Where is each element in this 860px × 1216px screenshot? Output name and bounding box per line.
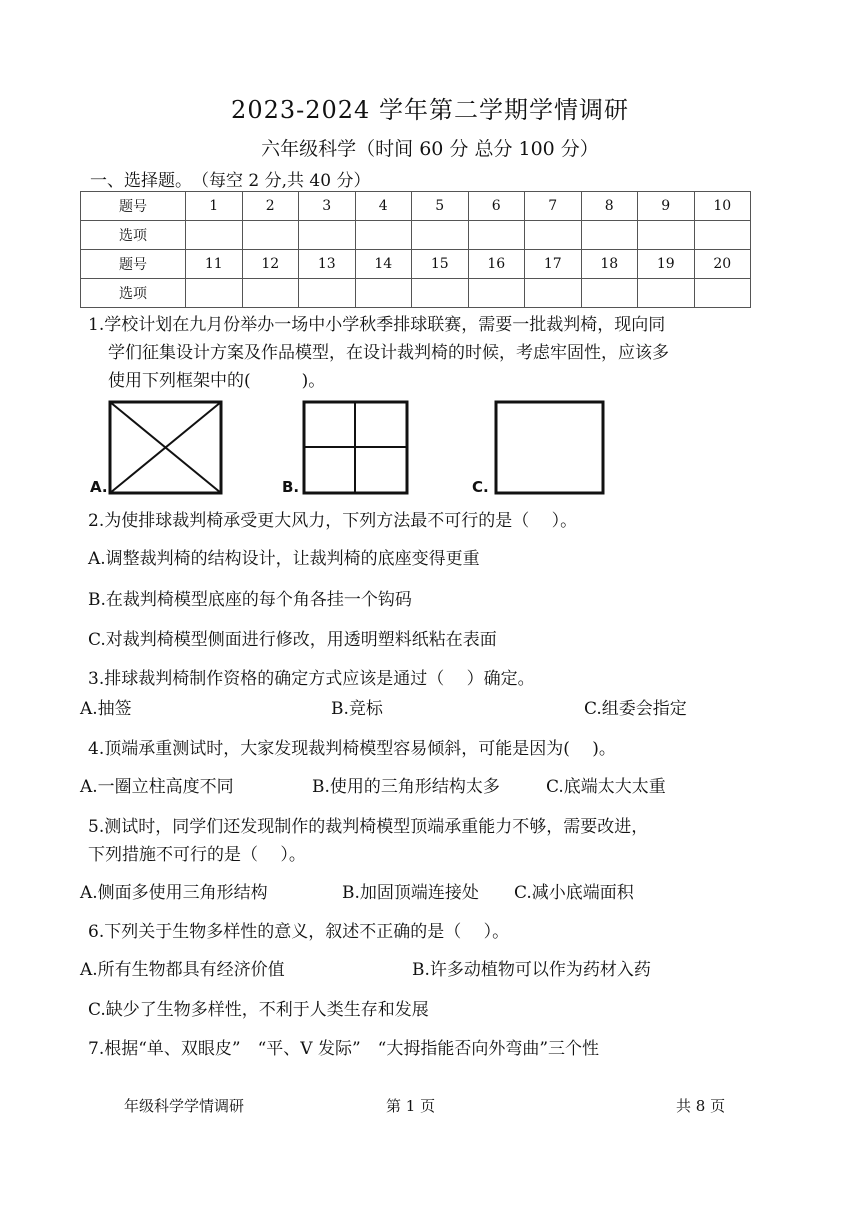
answer-cell[interactable]	[638, 221, 695, 250]
answer-cell[interactable]	[694, 221, 751, 250]
frame-empty-icon	[494, 400, 606, 496]
answer-cell[interactable]	[412, 221, 469, 250]
table-row	[81, 250, 751, 279]
question-number-cell: 1	[186, 192, 243, 221]
q6-option-a: A.所有生物都具有经济价值	[80, 960, 285, 980]
q6-stem: 6.下列关于生物多样性的意义，叙述不正确的是（ ）。	[88, 922, 510, 942]
q4-option-c: C.底端太大太重	[546, 777, 666, 797]
question-number-cell: 14	[355, 250, 412, 279]
question-number-cell: 11	[186, 250, 243, 279]
answer-cell[interactable]	[525, 221, 582, 250]
q1-line2: 学们征集设计方案及作品模型，在设计裁判椅的时候，考虑牢固性，应该多	[108, 343, 669, 363]
answer-cell[interactable]	[242, 279, 299, 308]
row-label-number: 题号	[81, 250, 186, 279]
row-label-number: 题号	[81, 192, 186, 221]
answer-cell[interactable]	[186, 221, 243, 250]
question-number-cell: 15	[412, 250, 469, 279]
q4-option-b: B.使用的三角形结构太多	[312, 777, 500, 797]
frame-a-label: A.	[90, 478, 108, 496]
question-number-cell: 16	[468, 250, 525, 279]
row-label-choice: 选项	[81, 279, 186, 308]
answer-cell[interactable]	[468, 221, 525, 250]
q5-option-a: A.侧面多使用三角形结构	[80, 883, 268, 903]
frame-x-icon	[108, 400, 224, 496]
question-number-cell: 4	[355, 192, 412, 221]
question-number-cell: 19	[638, 250, 695, 279]
answer-cell[interactable]	[412, 279, 469, 308]
frame-b-label: B.	[282, 478, 300, 496]
question-number-cell: 13	[299, 250, 356, 279]
table-row	[81, 279, 751, 308]
answer-table	[80, 191, 751, 308]
question-number-cell: 6	[468, 192, 525, 221]
question-number-cell: 10	[694, 192, 751, 221]
q2-option-b: B.在裁判椅模型底座的每个角各挂一个钩码	[88, 590, 412, 610]
q3-option-b: B.竞标	[331, 699, 383, 719]
q2-stem: 2.为使排球裁判椅承受更大风力，下列方法最不可行的是（ ）。	[88, 511, 578, 531]
frame-cross-icon	[302, 400, 410, 496]
question-number-cell: 2	[242, 192, 299, 221]
page-title: 2023-2024 学年第二学期学情调研	[231, 96, 629, 124]
answer-cell[interactable]	[299, 221, 356, 250]
q2-option-a: A.调整裁判椅的结构设计，让裁判椅的底座变得更重	[88, 549, 480, 569]
q7-stem: 7.根据“单、双眼皮” “平、V 发际” “大拇指能否向外弯曲”三个性	[88, 1039, 600, 1059]
answer-cell[interactable]	[468, 279, 525, 308]
question-number-cell: 9	[638, 192, 695, 221]
page-number: 第 1 页	[386, 1097, 436, 1115]
page-total: 共 8 页	[676, 1097, 726, 1115]
q5-line2: 下列措施不可行的是（ ）。	[88, 845, 306, 865]
table-row	[81, 192, 751, 221]
question-number-cell: 12	[242, 250, 299, 279]
q3-stem: 3.排球裁判椅制作资格的确定方式应该是通过（ ）确定。	[88, 669, 535, 689]
q4-stem: 4.顶端承重测试时，大家发现裁判椅模型容易倾斜，可能是因为( )。	[88, 739, 616, 759]
frame-c-label: C.	[472, 478, 489, 496]
q6-option-c: C.缺少了生物多样性，不利于人类生存和发展	[88, 1000, 429, 1020]
page-subtitle: 六年级科学（时间 60 分 总分 100 分）	[261, 138, 599, 160]
q1-line3: 使用下列框架中的( )。	[108, 371, 326, 391]
q6-option-b: B.许多动植物可以作为药材入药	[412, 960, 651, 980]
q3-option-c: C.组委会指定	[584, 699, 687, 719]
answer-cell[interactable]	[581, 279, 638, 308]
question-number-cell: 7	[525, 192, 582, 221]
q1-line1: 1.学校计划在九月份举办一场中小学秋季排球联赛，需要一批裁判椅，现向同	[88, 315, 666, 335]
answer-cell[interactable]	[694, 279, 751, 308]
question-number-cell: 8	[581, 192, 638, 221]
answer-cell[interactable]	[638, 279, 695, 308]
q5-option-b: B.加固顶端连接处	[342, 883, 479, 903]
row-label-choice: 选项	[81, 221, 186, 250]
answer-cell[interactable]	[355, 221, 412, 250]
answer-cell[interactable]	[525, 279, 582, 308]
table-row	[81, 221, 751, 250]
q2-option-c: C.对裁判椅模型侧面进行修改，用透明塑料纸粘在表面	[88, 630, 497, 650]
answer-cell[interactable]	[581, 221, 638, 250]
answer-cell[interactable]	[186, 279, 243, 308]
question-number-cell: 20	[694, 250, 751, 279]
q5-option-c: C.减小底端面积	[514, 883, 634, 903]
question-number-cell: 17	[525, 250, 582, 279]
answer-cell[interactable]	[299, 279, 356, 308]
answer-cell[interactable]	[355, 279, 412, 308]
q5-line1: 5.测试时，同学们还发现制作的裁判椅模型顶端承重能力不够，需要改进，	[88, 817, 649, 837]
question-number-cell: 18	[581, 250, 638, 279]
answer-cell[interactable]	[242, 221, 299, 250]
question-number-cell: 3	[299, 192, 356, 221]
footer-left: 年级科学学情调研	[124, 1097, 245, 1115]
question-number-cell: 5	[412, 192, 469, 221]
q3-option-a: A.抽签	[80, 699, 132, 719]
section-heading: 一、选择题。 （每空 2 分,共 40 分）	[90, 171, 371, 191]
q4-option-a: A.一圈立柱高度不同	[80, 777, 234, 797]
